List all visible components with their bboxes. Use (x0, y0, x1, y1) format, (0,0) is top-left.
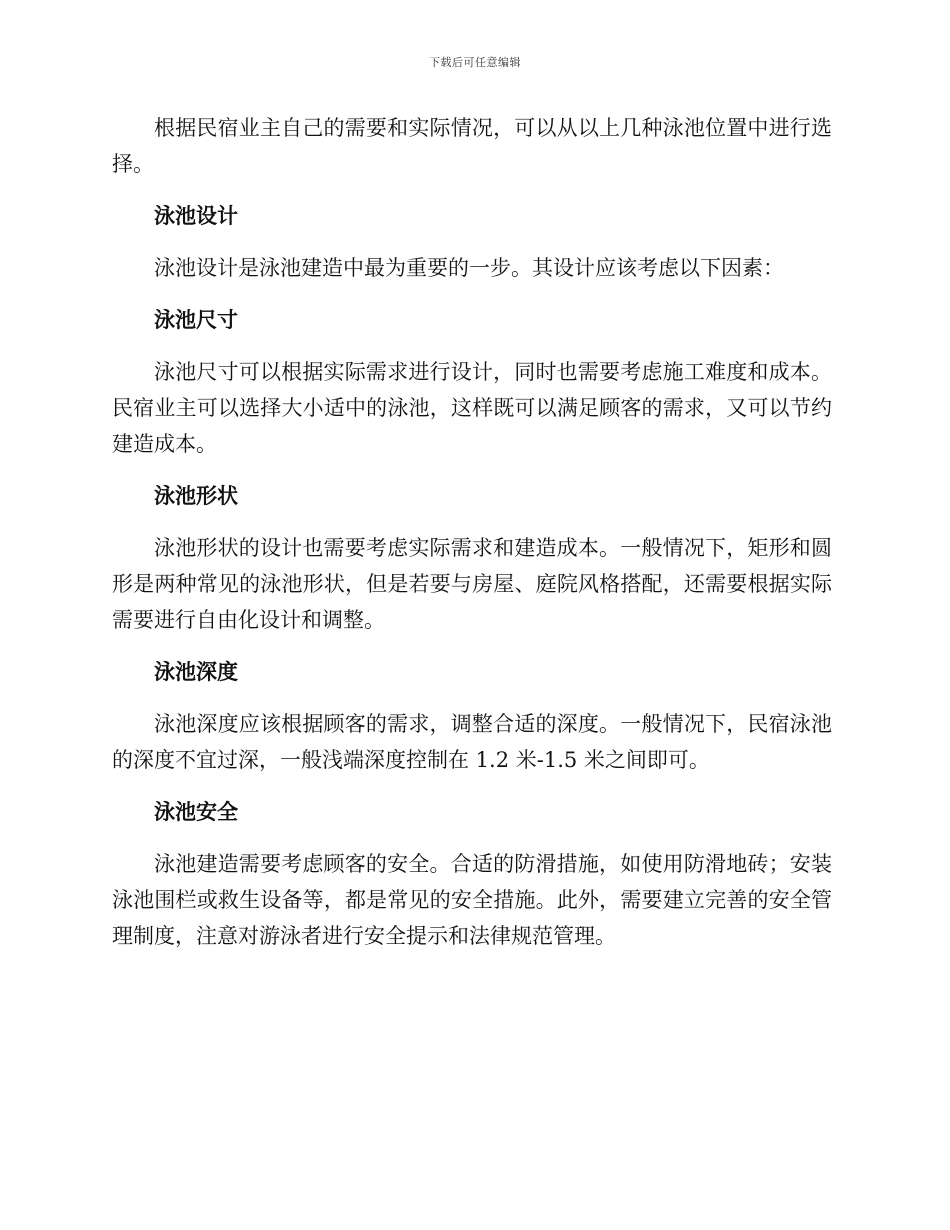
paragraph-location-choice: 根据民宿业主自己的需要和实际情况，可以从以上几种泳池位置中进行选择。 (112, 116, 832, 176)
paragraph-pool-design: 泳池设计是泳池建造中最为重要的一步。其设计应该考虑以下因素： (154, 256, 784, 280)
paragraph-pool-safety: 泳池建造需要考虑顾客的安全。合适的防滑措施，如使用防滑地砖；安装泳池围栏或救生设备等，都是常见的安全措施。此外，需要建立完善的安全管理制度，注意对游泳者进行安全提示和法律规范管理。 (112, 852, 832, 948)
heading-pool-design: 泳池设计 (154, 203, 238, 228)
heading-pool-depth: 泳池深度 (154, 659, 238, 684)
document-body (112, 110, 832, 954)
page-header: 下载后可任意编辑 (429, 56, 521, 69)
paragraph-pool-depth: 泳池深度应该根据顾客的需求，调整合适的深度。一般情况下，民宿泳池的深度不宜过深，一般浅端深度控制在 1.2 米-1.5 米之间即可。 (112, 712, 832, 772)
paragraph-pool-size: 泳池尺寸可以根据实际需求进行设计，同时也需要考虑施工难度和成本。民宿业主可以选择大小适中的泳池，这样既可以满足顾客的需求，又可以节约建造成本。 (112, 360, 832, 456)
heading-pool-shape: 泳池形状 (154, 483, 238, 508)
heading-pool-safety: 泳池安全 (154, 799, 238, 824)
paragraph-pool-shape: 泳池形状的设计也需要考虑实际需求和建造成本。一般情况下，矩形和圆形是两种常见的泳池形状，但是若要与房屋、庭院风格搭配，还需要根据实际需要进行自由化设计和调整。 (112, 536, 832, 632)
heading-pool-size: 泳池尺寸 (154, 307, 238, 332)
